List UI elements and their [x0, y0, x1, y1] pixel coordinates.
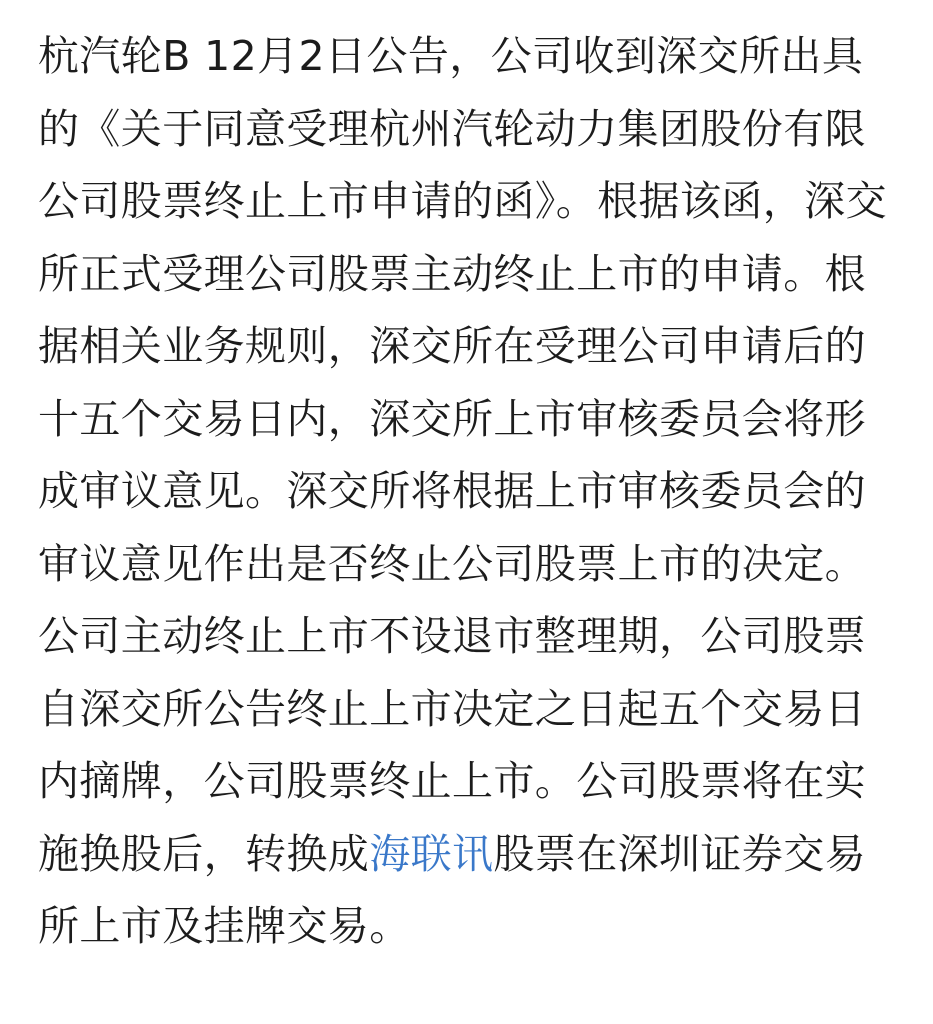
paragraph-text-end: 股票在深圳证券交易所上市及挂牌交易。: [38, 829, 867, 950]
paragraph-text-start: 杭汽轮B 12月2日公告，公司收到深交所出具的《关于同意受理杭州汽轮动力集团股份有限公司股票终止上市申请的函》。根据该函，深交所正式受理公司股票主动终止上市的申请。根据相关业务规则，深交所在受理公司申请后的十五个交易日内，深交所上市审核委员会将形成审议意见。深交所将根据上市审核委员会的审议意见作出是否终止公司股票上市的决定。公司主动终止上市不设退市整理期，公司股票自深交所公告终止上市决定之日起五个交易日内摘牌，公司股票终止上市。公司股票将在实施换股后，转换成: [38, 32, 887, 878]
article-paragraph: [38, 20, 897, 963]
stock-link-hailianxun[interactable]: 海联讯: [369, 829, 494, 878]
